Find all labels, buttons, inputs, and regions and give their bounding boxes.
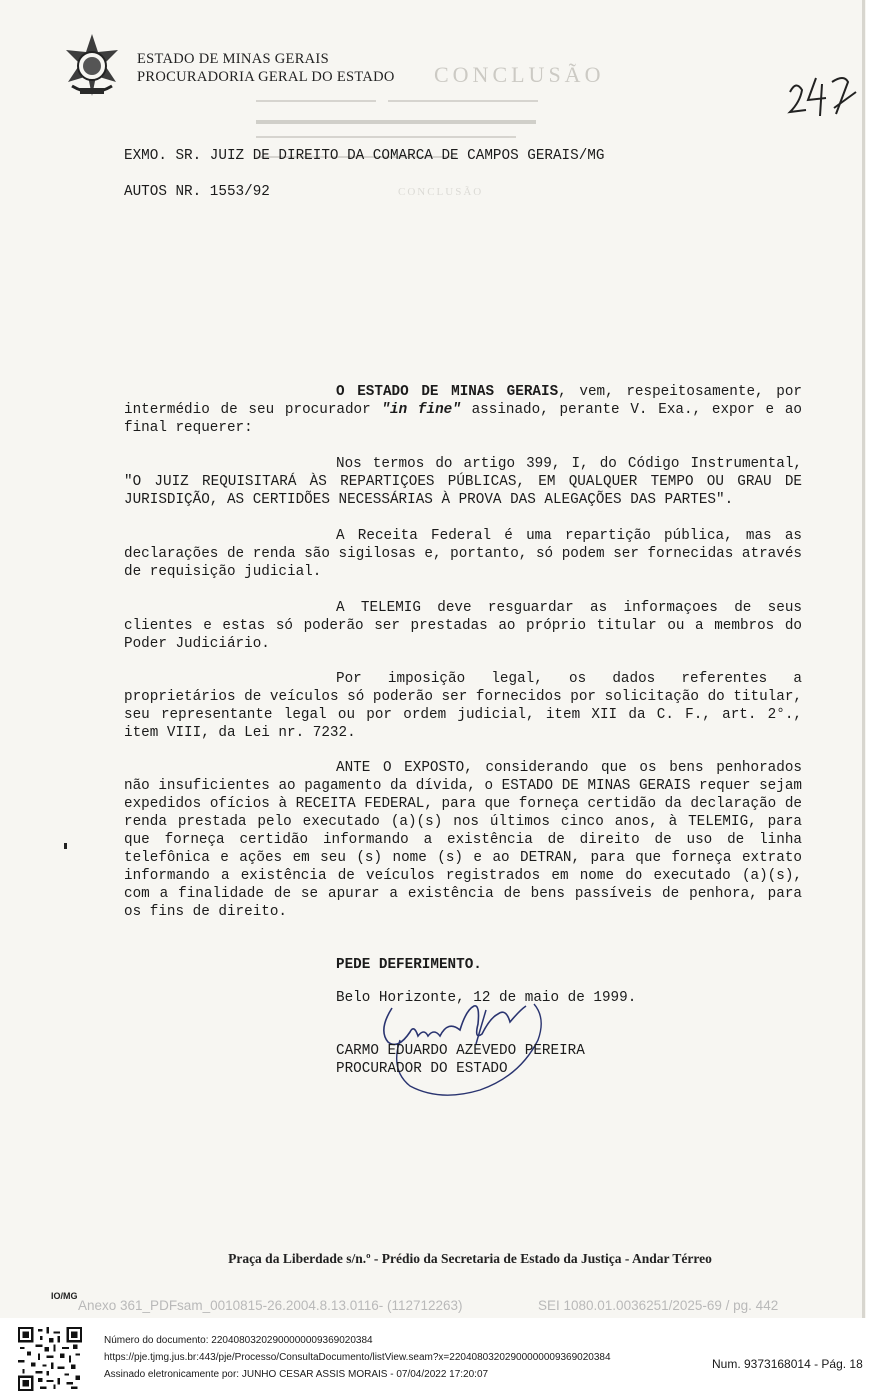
paragraph-receita (124, 527, 802, 581)
sei-stamp: SEI 1080.01.0036251/2025-69 / pg. 442 (538, 1298, 779, 1313)
signer-name: CARMO EDUARDO AZEVEDO PEREIRA (336, 1043, 585, 1059)
document-number: Número do documento: 22040803202900000009369020384 (104, 1335, 373, 1346)
signer-title: PROCURADOR DO ESTADO (336, 1061, 508, 1077)
receita-text: A Receita Federal é uma repartição pública, mas as declarações de renda são sigilosas e, portanto, só podem ser fornecidas através de requisição judicial. (124, 528, 802, 580)
vehicles-text: Por imposição legal, os dados referentes a proprietários de veículos só poderão ser fornecidos por solicitação do titular, seu representante legal ou por ordem judicial, item XII da C. F., art. 2°., item VIII, da Lei nr. 7232. (124, 671, 802, 741)
case-number: AUTOS NR. 1553/92 (124, 184, 270, 200)
header-line-state: ESTADO DE MINAS GERAIS (137, 51, 329, 67)
party-name: O ESTADO DE MINAS GERAIS (336, 384, 559, 400)
footer-code: IO/MG (51, 1291, 78, 1301)
qr-code-icon[interactable] (18, 1327, 82, 1391)
num-page: Num. 9373168014 - Pág. 18 (712, 1357, 863, 1371)
coat-of-arms-seal-icon (58, 32, 126, 100)
in-fine-label: "in fine" (381, 402, 461, 418)
paragraph-vehicles (124, 670, 802, 742)
addressee: EXMO. SR. JUIZ DE DIREITO DA COMARCA DE CAMPOS GERAIS/MG (124, 148, 605, 164)
page-edge (862, 0, 865, 1318)
paragraph-telemig (124, 599, 802, 653)
intro-text-b: assinado, perante V. Exa., expor e ao final requerer: (124, 402, 802, 436)
bleed-through-marks (248, 96, 548, 176)
annex-stamp: Anexo 361_PDFsam_0010815-26.2004.8.13.0116- (112712263) (78, 1298, 463, 1313)
telemig-text: A TELEMIG deve resguardar as informaçoes de seus clientes e estas só poderão ser prestadas ao próprio titular ou a membros do Poder Judiciário. (124, 600, 802, 652)
request-text: ANTE O EXPOSTO, considerando que os bens penhorados não insuficientes ao pagamento da dívida, o ESTADO DE MINAS GERAIS requer sejam expedidos ofícios à RECEITA FEDERAL, para que forneça certidão da declaração de renda prestada pelo executado (a)(s) nos últimos cinco anos, à TELEMIG, para que forneça certidão informando a existência de direito de uso de linha telefônica e ações em seu (s) nome (s) e ao DETRAN, para que forneça extrato informando a existência de veículos registrados em nome do executado (a)(s), com a finalidade de se apurar a existência de bens passíveis de penhora, para os fins de direito. (124, 760, 802, 920)
handwritten-page-number (782, 68, 862, 128)
paragraph-legal-basis (124, 455, 802, 509)
handwritten-number-icon (782, 68, 862, 128)
paragraph-intro (124, 383, 802, 437)
header-line-office: PROCURADORIA GERAL DO ESTADO (137, 69, 395, 85)
document-url[interactable]: https://pje.tjmg.jus.br:443/pje/Processo/ConsultaDocumento/listView.seam?x=22040803202900000009369020384 (104, 1352, 611, 1363)
bleed-through-text-2: CONCLUSÃO (398, 186, 484, 198)
intro-text-a: , vem, respeitosamente, por intermédio de seu procurador (124, 384, 802, 418)
margin-mark (64, 843, 67, 849)
paragraph-request (124, 759, 802, 921)
closing-request: PEDE DEFERIMENTO. (336, 957, 482, 973)
legal-basis-text: Nos termos do artigo 399, I, do Código Instrumental, "O JUIZ REQUISITARÁ ÀS REPARTIÇOES PÚBLICAS, EM QUALQUER TEMPO OU GRAU DE JURISDIÇÃO, AS CERTIDÕES NECESSÁRIAS À PROVA DAS ALEGAÇÕES DAS PARTES". (124, 456, 802, 508)
signed-by: Assinado eletronicamente por: JUNHO CESAR ASSIS MORAIS - 07/04/2022 17:20:07 (104, 1369, 489, 1380)
place-date: Belo Horizonte, 12 de maio de 1999. (336, 990, 637, 1006)
bleed-through-text: CONCLUSÃO (434, 62, 605, 87)
footer-address: Praça da Liberdade s/n.º - Prédio da Secretaria de Estado da Justiça - Andar Térreo (228, 1251, 712, 1266)
